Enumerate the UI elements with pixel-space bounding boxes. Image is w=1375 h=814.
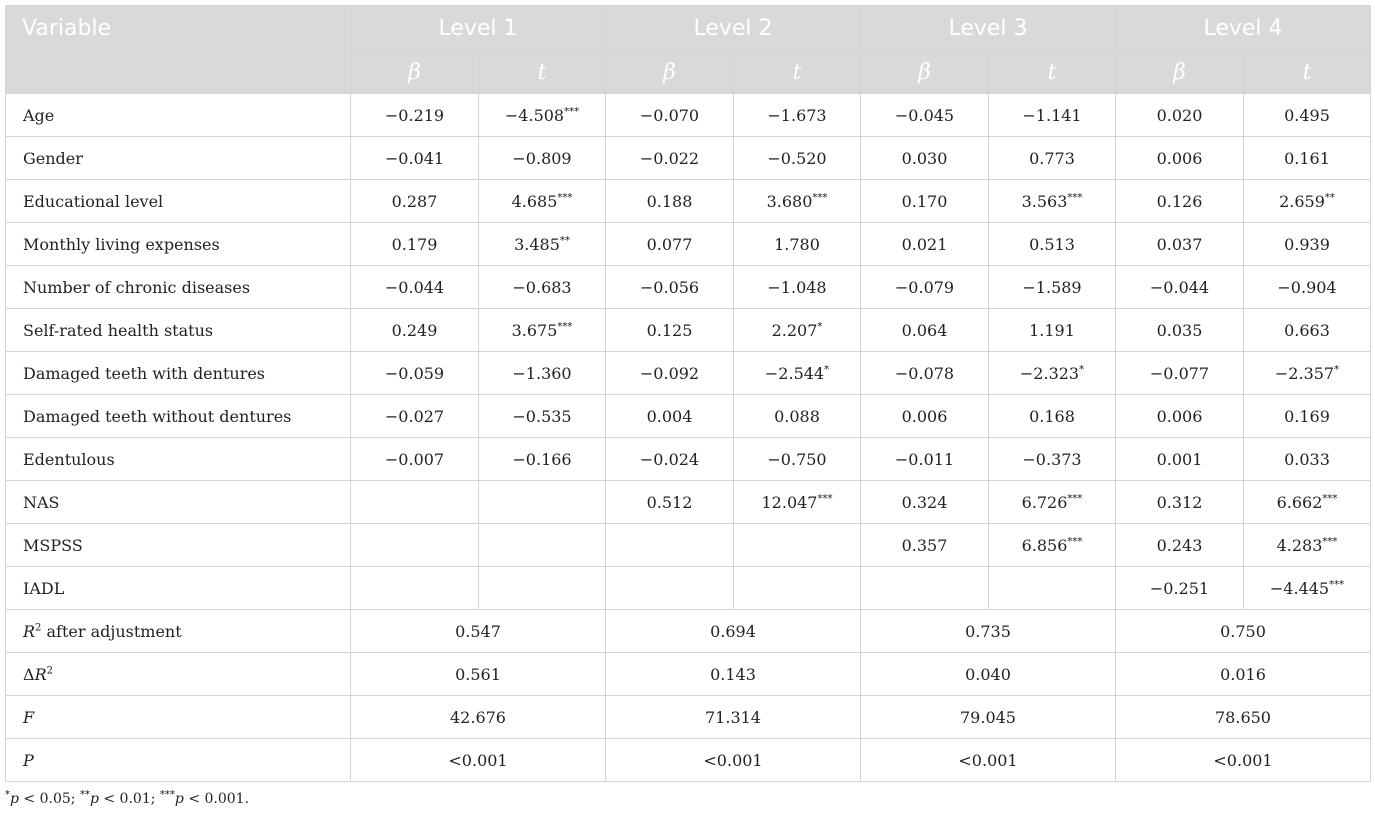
t-cell: [1244, 524, 1371, 567]
level-4-header: Level 4: [1116, 6, 1371, 51]
t-cell: −0.520: [734, 137, 861, 180]
variable-header: Variable: [6, 6, 351, 94]
beta-cell: 0.357: [861, 524, 989, 567]
table-row: [6, 180, 1371, 223]
beta-cell: −0.079: [861, 266, 989, 309]
beta-cell: 0.126: [1116, 180, 1244, 223]
t-cell: [479, 481, 606, 524]
beta-cell: [351, 481, 479, 524]
significance-stars: ***: [812, 192, 828, 204]
summary-cell: 71.314: [606, 696, 861, 739]
summary-cell: 0.561: [351, 653, 606, 696]
beta-cell: [606, 524, 734, 567]
beta-cell: −0.077: [1116, 352, 1244, 395]
t-cell: 1.191: [989, 309, 1116, 352]
t-value: 3.675: [511, 320, 558, 340]
t-value: 3.563: [1021, 191, 1068, 211]
beta-cell: −0.078: [861, 352, 989, 395]
table-row: [6, 266, 1371, 309]
beta-cell: 0.312: [1116, 481, 1244, 524]
t-cell: −1.048: [734, 266, 861, 309]
beta-cell: −0.041: [351, 137, 479, 180]
beta-cell: 0.001: [1116, 438, 1244, 481]
t-cell: −1.589: [989, 266, 1116, 309]
t-cell: −0.809: [479, 137, 606, 180]
significance-stars: *: [1079, 364, 1085, 376]
f-row: [6, 696, 1371, 739]
t-cell: [479, 94, 606, 137]
summary-cell: <0.001: [861, 739, 1116, 782]
regression-table-container: [5, 5, 1370, 782]
t-cell: −0.373: [989, 438, 1116, 481]
beta-cell: 0.006: [1116, 137, 1244, 180]
t-value: 4.685: [511, 191, 558, 211]
significance-stars: ***: [1067, 192, 1083, 204]
t-value: 2.207: [771, 320, 818, 340]
summary-cell: <0.001: [1116, 739, 1371, 782]
t-cell: 0.773: [989, 137, 1116, 180]
t-cell: [734, 309, 861, 352]
summary-cell: 0.694: [606, 610, 861, 653]
row-label: Damaged teeth without dentures: [6, 395, 351, 438]
beta-cell: −0.056: [606, 266, 734, 309]
significance-stars: ***: [557, 192, 573, 204]
beta-cell: [351, 567, 479, 610]
t-cell: −0.683: [479, 266, 606, 309]
t-value: −2.323: [1019, 363, 1080, 383]
t-cell: 0.513: [989, 223, 1116, 266]
row-label: $R^2$ after adjustment: [6, 610, 351, 653]
r2-adjusted-row: [6, 610, 1371, 653]
table-row: [6, 94, 1371, 137]
row-label: Monthly living expenses: [6, 223, 351, 266]
significance-stars: ***: [1067, 493, 1083, 505]
table-row: [6, 481, 1371, 524]
beta-cell: 0.020: [1116, 94, 1244, 137]
beta-cell: 0.030: [861, 137, 989, 180]
table-row: [6, 223, 1371, 266]
regression-table: [5, 5, 1371, 782]
t-value: 2.659: [1279, 191, 1325, 211]
row-label: Self-rated health status: [6, 309, 351, 352]
beta-cell: [351, 524, 479, 567]
t-cell: 1.780: [734, 223, 861, 266]
beta-cell: 0.064: [861, 309, 989, 352]
t-cell: [734, 352, 861, 395]
summary-cell: 0.547: [351, 610, 606, 653]
t-value: 3.680: [766, 191, 813, 211]
table-row: [6, 395, 1371, 438]
t-cell: [734, 567, 861, 610]
t-cell: 0.663: [1244, 309, 1371, 352]
t-value: 3.485: [514, 234, 560, 254]
beta-cell: [861, 567, 989, 610]
table-row: [6, 352, 1371, 395]
t-value: −4.508: [504, 105, 565, 125]
t-cell: [989, 352, 1116, 395]
t-value: 6.726: [1021, 492, 1068, 512]
t-cell: [989, 481, 1116, 524]
t-cell: 0.088: [734, 395, 861, 438]
row-label: Gender: [6, 137, 351, 180]
significance-stars: ***: [564, 106, 580, 118]
t-value: 12.047: [761, 492, 818, 512]
t-cell: 0.161: [1244, 137, 1371, 180]
t-cell: 0.033: [1244, 438, 1371, 481]
t-cell: [1244, 180, 1371, 223]
t-cell: [989, 567, 1116, 610]
significance-stars: ***: [1067, 536, 1083, 548]
t-cell: [1244, 481, 1371, 524]
t-cell: [989, 180, 1116, 223]
t-value: 4.283: [1276, 535, 1323, 555]
beta-cell: 0.077: [606, 223, 734, 266]
row-label: MSPSS: [6, 524, 351, 567]
t-cell: [479, 524, 606, 567]
beta-cell: 0.006: [1116, 395, 1244, 438]
beta-cell: 0.021: [861, 223, 989, 266]
t-cell: [479, 309, 606, 352]
beta-header: β: [1116, 51, 1244, 94]
significance-stars: ***: [1329, 579, 1345, 591]
summary-cell: 0.735: [861, 610, 1116, 653]
table-row: [6, 137, 1371, 180]
t-header: t: [1244, 51, 1371, 94]
beta-cell: 0.512: [606, 481, 734, 524]
summary-cell: 0.016: [1116, 653, 1371, 696]
row-label: Damaged teeth with dentures: [6, 352, 351, 395]
row-label: Age: [6, 94, 351, 137]
beta-cell: 0.004: [606, 395, 734, 438]
level-1-header: Level 1: [351, 6, 606, 51]
t-cell: −1.673: [734, 94, 861, 137]
t-cell: [734, 481, 861, 524]
t-cell: [1244, 352, 1371, 395]
significance-footnote: *p < 0.05; **p < 0.01; ***p < 0.001.: [5, 789, 250, 807]
summary-cell: 0.143: [606, 653, 861, 696]
row-label: Educational level: [6, 180, 351, 223]
row-label: Number of chronic diseases: [6, 266, 351, 309]
beta-cell: 0.188: [606, 180, 734, 223]
beta-cell: −0.092: [606, 352, 734, 395]
t-cell: [1244, 567, 1371, 610]
level-2-header: Level 2: [606, 6, 861, 51]
significance-stars: **: [559, 235, 570, 247]
t-value: 6.662: [1276, 492, 1323, 512]
t-value: −2.357: [1274, 363, 1335, 383]
table-row: [6, 524, 1371, 567]
t-cell: [479, 223, 606, 266]
beta-cell: 0.249: [351, 309, 479, 352]
t-value: −2.544: [764, 363, 825, 383]
level-3-header: Level 3: [861, 6, 1116, 51]
beta-cell: −0.059: [351, 352, 479, 395]
t-cell: 0.939: [1244, 223, 1371, 266]
t-value: 6.856: [1021, 535, 1068, 555]
t-cell: 0.168: [989, 395, 1116, 438]
beta-cell: −0.045: [861, 94, 989, 137]
beta-cell: −0.007: [351, 438, 479, 481]
t-cell: [989, 524, 1116, 567]
beta-cell: −0.044: [1116, 266, 1244, 309]
beta-header: β: [606, 51, 734, 94]
beta-cell: 0.125: [606, 309, 734, 352]
beta-cell: −0.044: [351, 266, 479, 309]
summary-cell: <0.001: [351, 739, 606, 782]
beta-cell: −0.070: [606, 94, 734, 137]
beta-cell: 0.035: [1116, 309, 1244, 352]
t-cell: 0.169: [1244, 395, 1371, 438]
row-label: P: [6, 739, 351, 782]
t-cell: −1.141: [989, 94, 1116, 137]
t-header: t: [734, 51, 861, 94]
beta-cell: 0.287: [351, 180, 479, 223]
significance-stars: ***: [1322, 536, 1338, 548]
beta-cell: 0.006: [861, 395, 989, 438]
beta-header: β: [861, 51, 989, 94]
t-cell: [479, 567, 606, 610]
table-row: [6, 567, 1371, 610]
table-row: [6, 438, 1371, 481]
table-row: [6, 309, 1371, 352]
significance-stars: *: [1334, 364, 1340, 376]
beta-cell: 0.324: [861, 481, 989, 524]
t-value: −4.445: [1269, 578, 1330, 598]
t-cell: −0.535: [479, 395, 606, 438]
summary-cell: 0.750: [1116, 610, 1371, 653]
beta-cell: 0.179: [351, 223, 479, 266]
beta-cell: 0.170: [861, 180, 989, 223]
significance-stars: *: [817, 321, 823, 333]
table-body: [6, 94, 1371, 782]
beta-cell: −0.011: [861, 438, 989, 481]
significance-stars: ***: [817, 493, 833, 505]
delta-r2-row: [6, 653, 1371, 696]
row-label: F: [6, 696, 351, 739]
beta-cell: −0.219: [351, 94, 479, 137]
summary-cell: <0.001: [606, 739, 861, 782]
t-cell: [734, 524, 861, 567]
row-label: Edentulous: [6, 438, 351, 481]
t-cell: −0.904: [1244, 266, 1371, 309]
summary-cell: 78.650: [1116, 696, 1371, 739]
beta-cell: 0.243: [1116, 524, 1244, 567]
t-cell: [734, 180, 861, 223]
summary-cell: 0.040: [861, 653, 1116, 696]
row-label: IADL: [6, 567, 351, 610]
t-cell: 0.495: [1244, 94, 1371, 137]
row-label: $\Delta R^2$: [6, 653, 351, 696]
t-header: t: [479, 51, 606, 94]
significance-stars: *: [824, 364, 830, 376]
beta-cell: −0.024: [606, 438, 734, 481]
t-header: t: [989, 51, 1116, 94]
beta-cell: −0.027: [351, 395, 479, 438]
significance-stars: ***: [1322, 493, 1338, 505]
beta-cell: −0.022: [606, 137, 734, 180]
beta-cell: 0.037: [1116, 223, 1244, 266]
beta-cell: [606, 567, 734, 610]
row-label: NAS: [6, 481, 351, 524]
significance-stars: **: [1324, 192, 1335, 204]
summary-cell: 42.676: [351, 696, 606, 739]
t-cell: −0.750: [734, 438, 861, 481]
beta-header: β: [351, 51, 479, 94]
t-cell: −1.360: [479, 352, 606, 395]
p-row: [6, 739, 1371, 782]
t-cell: −0.166: [479, 438, 606, 481]
beta-cell: −0.251: [1116, 567, 1244, 610]
t-cell: [479, 180, 606, 223]
summary-cell: 79.045: [861, 696, 1116, 739]
significance-stars: ***: [557, 321, 573, 333]
